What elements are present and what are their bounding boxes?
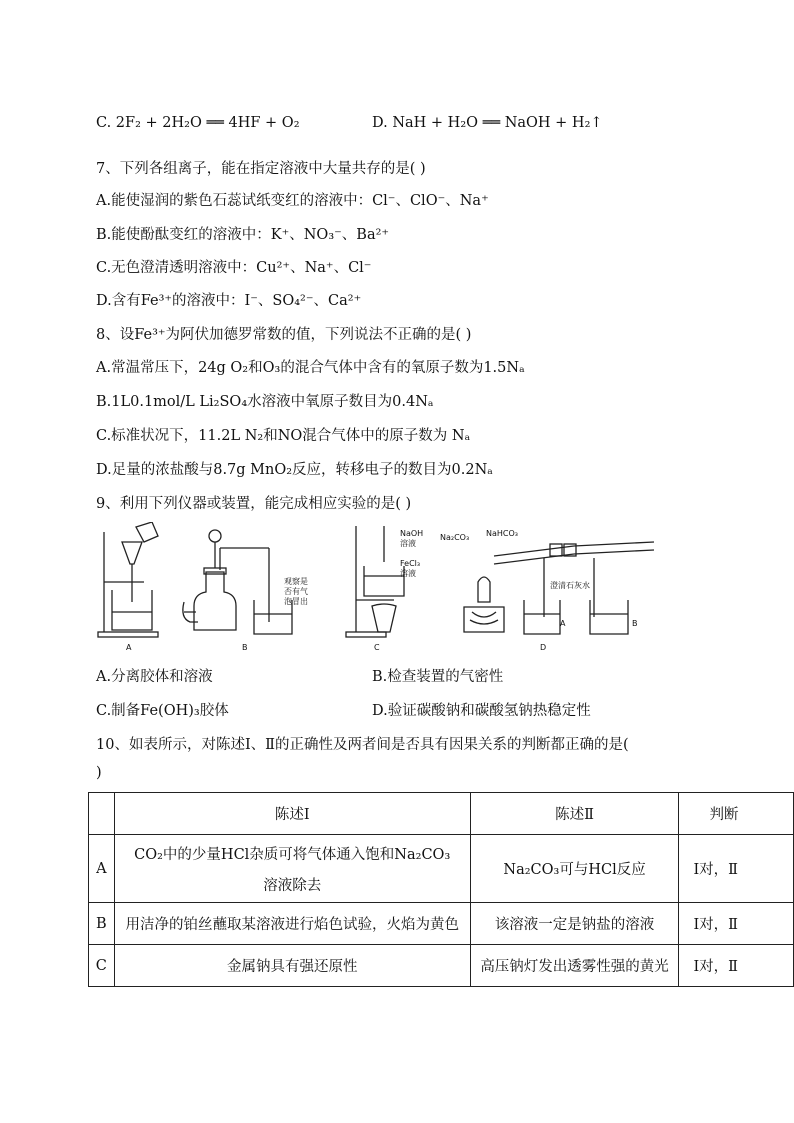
row-statement-1-line: 溶液除去: [263, 877, 322, 894]
row-judgement: Ⅰ对，Ⅱ: [679, 945, 794, 987]
q7-stem: 7、下列各组离子，能在指定溶液中大量共存的是( ): [96, 161, 426, 177]
row-judgement: Ⅰ对，Ⅱ: [679, 903, 794, 945]
q8-option-b: B.1L0.1mol/L Li₂SO₄水溶液中氧原子数目为0.4Nₐ: [96, 394, 434, 410]
row-statement-2: Na₂CO₃可与HCl反应: [470, 835, 679, 903]
q9-option-d: D.验证碳酸钠和碳酸氢钠热稳定性: [372, 703, 591, 719]
q8-option-c: C.标准状况下，11.2L N₂和NO混合气体中的原子数为 Nₐ: [96, 428, 471, 444]
q7-option-d: D.含有Fe³⁺的溶液中：I⁻、SO₄²⁻、Ca²⁺: [96, 293, 362, 309]
fig-observe-2: 否有气: [284, 587, 308, 596]
q9-option-c: C.制备Fe(OH)₃胶体: [96, 703, 229, 719]
table-row: [89, 945, 794, 987]
fig-beaker-b: B: [632, 619, 638, 628]
q8-option-d: D.足量的浓盐酸与8.7g MnO₂反应，转移电子的数目为0.2Nₐ: [96, 462, 493, 478]
row-judgement: Ⅰ对，Ⅱ: [679, 835, 794, 903]
table-header-cell: [89, 793, 115, 835]
row-statement-1: 用洁净的铂丝蘸取某溶液进行焰色试验，火焰为黄色: [114, 903, 470, 945]
table-row: [89, 903, 794, 945]
fig-observe-1: 观察是: [284, 577, 308, 586]
row-statement-1: [114, 835, 470, 903]
row-key: B: [89, 903, 115, 945]
q7-option-b: B.能使酚酞变红的溶液中：K⁺、NO₃⁻、Ba²⁺: [96, 227, 390, 243]
fig-fecl3-2: 溶液: [400, 569, 416, 578]
fig-naoh-1: NaOH: [400, 529, 424, 538]
row-key: A: [89, 835, 115, 903]
fig-label-a: A: [126, 643, 132, 652]
fig-label-b: B: [242, 643, 248, 652]
table-header-cell: 判断: [679, 793, 794, 835]
table-row: [89, 835, 794, 903]
row-statement-2: 该溶液一定是钠盐的溶液: [470, 903, 679, 945]
fig-nahco3: NaHCO₃: [486, 529, 518, 538]
q8-stem: 8、设Fe³⁺为阿伏加德罗常数的值，下列说法不正确的是( ): [96, 327, 472, 343]
fig-beaker-a: A: [560, 619, 566, 628]
q7-option-c: C.无色澄清透明溶液中：Cu²⁺、Na⁺、Cl⁻: [96, 260, 372, 276]
fig-limewater: 澄清石灰水: [550, 581, 590, 590]
fig-label-d: D: [540, 643, 547, 652]
fig-naoh-2: 溶液: [400, 539, 416, 548]
fig-observe-3: 泡冒出: [284, 597, 308, 606]
q7-option-a: A.能使湿润的紫色石蕊试纸变红的溶液中：Cl⁻、ClO⁻、Na⁺: [96, 193, 489, 209]
q6-option-d: D. NaH + H₂O ══ NaOH + H₂↑: [372, 115, 603, 131]
row-key: C: [89, 945, 115, 987]
q9-option-a: A.分离胶体和溶液: [96, 669, 213, 685]
q10-table: [88, 792, 794, 987]
fig-fecl3-1: FeCl₃: [400, 559, 421, 568]
row-statement-1-line: CO₂中的少量HCl杂质可将气体通入饱和Na₂CO₃: [134, 846, 451, 863]
q10-stem-close: ): [96, 765, 102, 781]
fig-label-c: C: [374, 643, 380, 652]
q9-option-b: B.检查装置的气密性: [372, 669, 504, 685]
row-statement-2: 高压钠灯发出透雾性强的黄光: [470, 945, 679, 987]
q8-option-a: A.常温常压下，24g O₂和O₃的混合气体中含有的氧原子数为1.5Nₐ: [96, 360, 525, 376]
q6-option-c: C. 2F₂ + 2H₂O ══ 4HF + O₂: [96, 115, 300, 131]
q9-stem: 9、利用下列仪器或装置，能完成相应实验的是( ): [96, 496, 412, 512]
table-header-cell: 陈述Ⅱ: [470, 793, 679, 835]
q10-stem: 10、如表所示，对陈述Ⅰ、Ⅱ的正确性及两者间是否具有因果关系的判断都正确的是(: [96, 737, 629, 753]
fig-na2co3: Na₂CO₃: [440, 533, 470, 542]
q9-apparatus-figure: [94, 522, 794, 657]
row-statement-1: 金属钠具有强还原性: [114, 945, 470, 987]
table-header-row: [89, 793, 794, 835]
table-header-cell: 陈述Ⅰ: [114, 793, 470, 835]
